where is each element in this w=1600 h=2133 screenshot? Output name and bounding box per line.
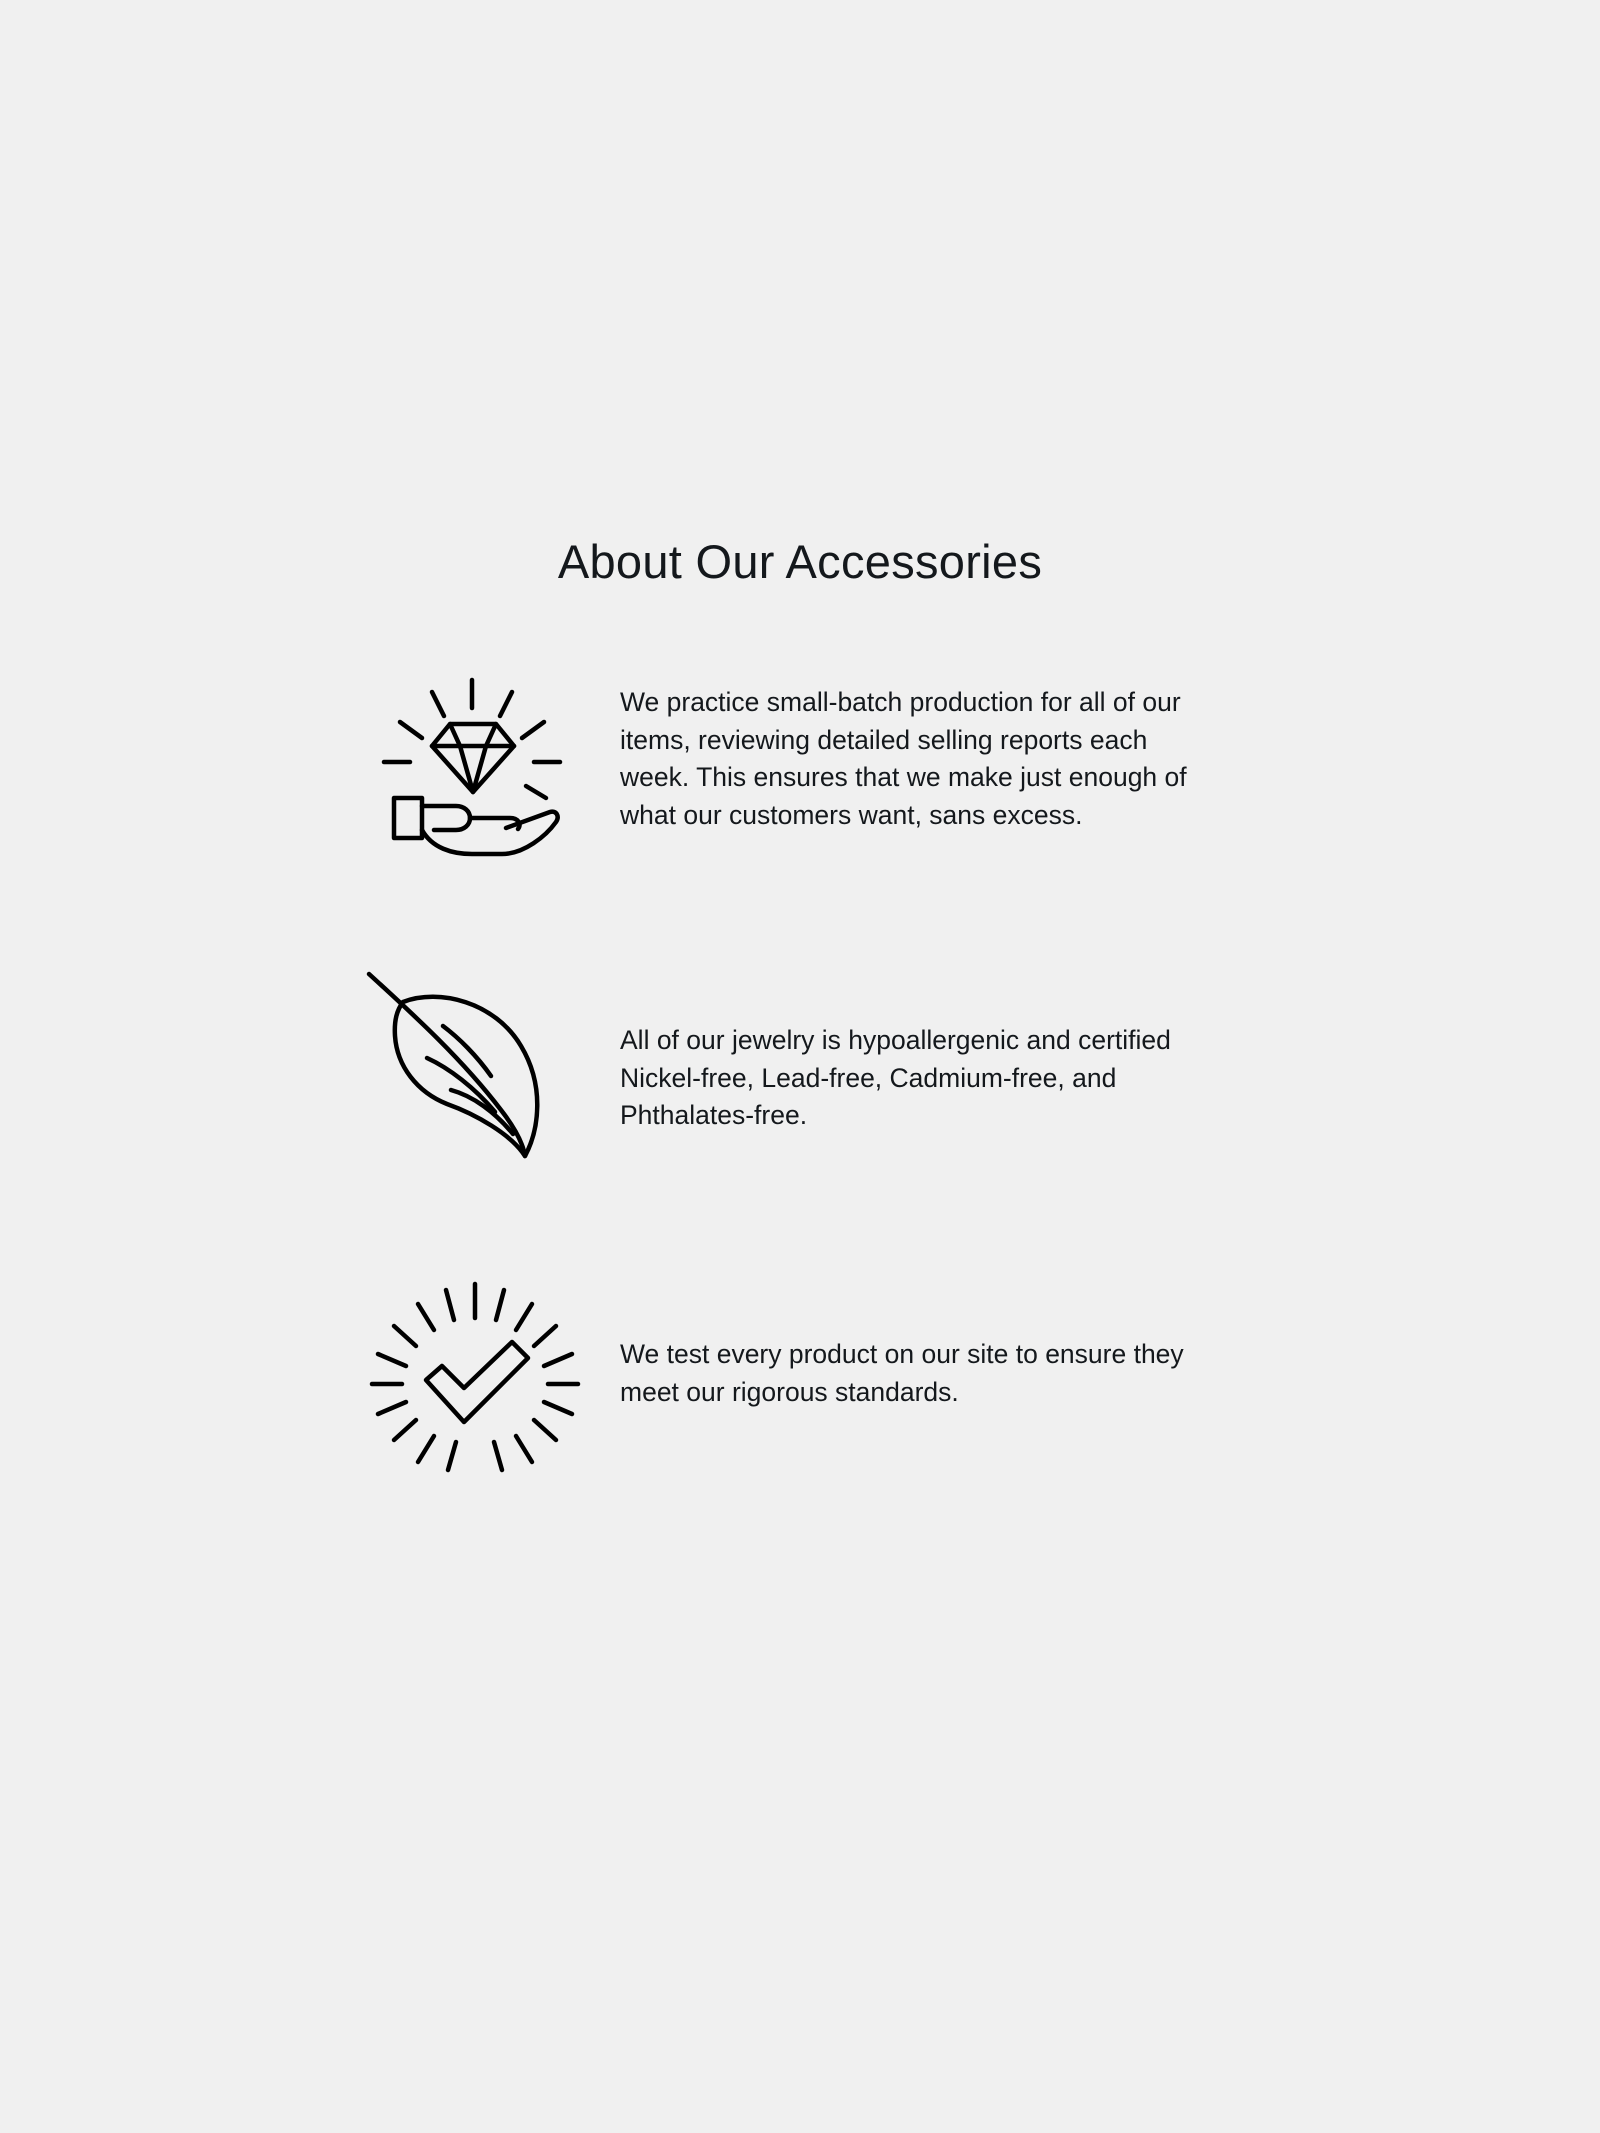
feature-description: We practice small-batch production for all of our items, reviewing detailed selling reports each week. This ensures that we make just enough of what our customers want, sans excess. <box>620 687 1187 830</box>
diamond-in-hand-icon <box>340 664 610 864</box>
shining-checkmark-icon <box>340 1274 610 1479</box>
list-item <box>340 964 1260 1164</box>
feather-icon <box>340 964 610 1164</box>
feature-description: All of our jewelry is hypoallergenic and certified Nickel-free, Lead-free, Cadmium-free, and Phthalates-free. <box>620 1025 1171 1131</box>
feature-list <box>340 660 1260 1541</box>
feature-description: We test every product on our site to ensure they meet our rigorous standards. <box>620 1339 1184 1407</box>
list-item <box>340 1274 1260 1479</box>
page-title: About Our Accessories <box>557 535 1043 588</box>
list-item <box>340 660 1260 864</box>
